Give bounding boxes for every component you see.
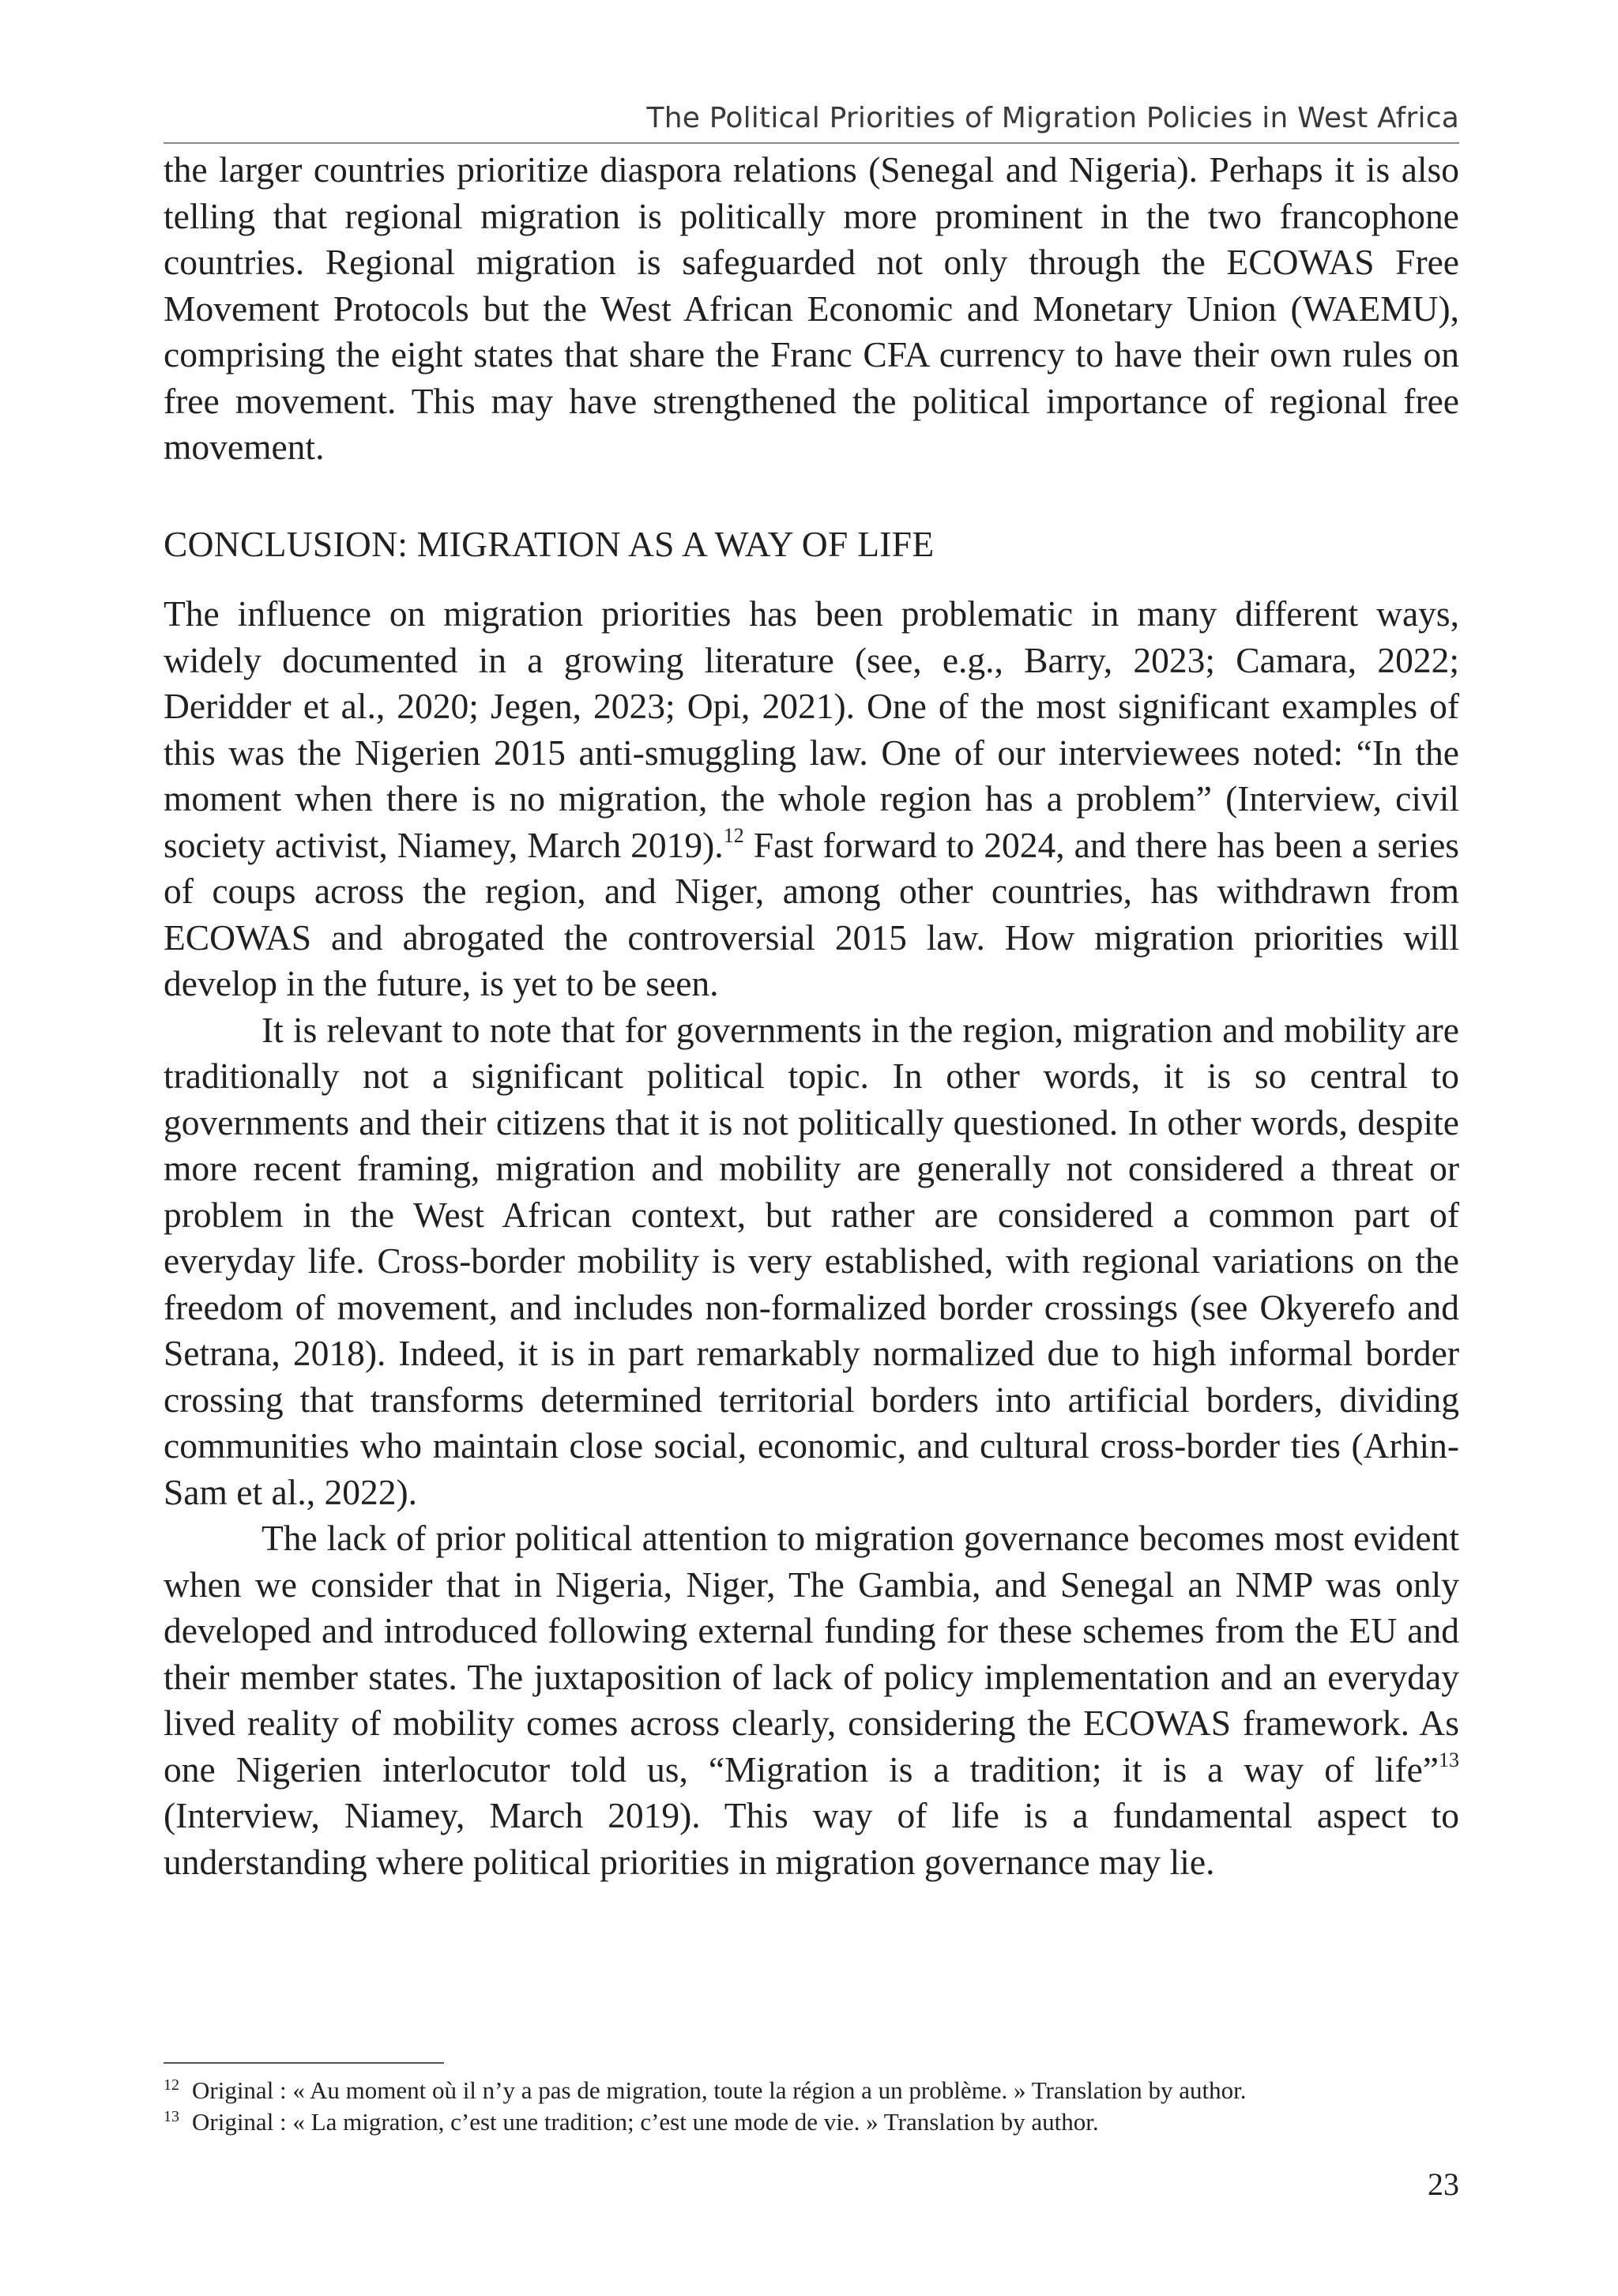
- body-paragraph-3: It is relevant to note that for governments in the region, migration and mobility are traditionally not a significant political topic. In other words, it is so central to governments and their citizens that it is not politically questioned. In other words, despite more recent framing, migration and mobility are generally not considered a threat or problem in the West African context, but rather are considered a common part of everyday life. Cross-border mobility is very established, with regional variations on the freedom of movement, and includes non-formalized border crossings (see Okyerefo and Setrana, 2018). Indeed, it is in part remarkably normalized due to high informal border crossing that transforms determined territorial borders into artificial borders, dividing communities who maintain close social, economic, and cultural cross-border ties (Arhin-Sam et al., 2022).: [164, 1009, 1459, 1512]
- body-paragraph-1: [164, 147, 1459, 471]
- footnote-12: 12 Original : « Au moment où il n’y a pas de migration, toute la région a un problème. » Translation by author.: [164, 2076, 1247, 2104]
- paragraph-text: The lack of prior political attention to migration governance becomes most evident when we consider that in Nigeria, Niger, The Gambia, and Senegal an NMP was only developed and introduced following external funding for these schemes from the EU and their member states. The juxtaposition of lack of policy implementation and an everyday lived reality of mobility comes across clearly, considering the ECOWAS framework. As one Nigerien interlocutor told us, “Migration is a tradition; it is a way of life”: [164, 1518, 1459, 1790]
- footnote-13: 13 Original : « La migration, c’est une tradition; c’est une mode de vie. » Translation by author.: [164, 2107, 1099, 2136]
- page-number: 23: [1428, 2166, 1459, 2202]
- footnotes: [164, 2075, 1459, 2138]
- paragraph-text: (Interview, Niamey, March 2019). This way of life is a fundamental aspect to understanding where political priorities in migration governance may lie.: [164, 1795, 1459, 1882]
- footnote-text: Original : « Au moment où il n’y a pas de migration, toute la région a un problème. » Translation by author.: [192, 2076, 1247, 2104]
- footnote-reference-13[interactable]: 13: [1439, 1748, 1459, 1772]
- body-paragraph-2: [164, 591, 1459, 1007]
- section-body: [164, 591, 1459, 1885]
- footnote-reference-12[interactable]: 12: [723, 824, 744, 848]
- paragraph-text: The influence on migration priorities has been problematic in many different ways, widely documented in a growing literature (see, e.g., Barry, 2023; Camara, 2022; Deridder et al., 2020; Jegen, 2023; Opi, 2021). One of the most significant examples of this was the Nigerien 2015 anti-smuggling law. One of our interviewees noted: “In the moment when there is no migration, the whole region has a problem” (Interview, civil society activist, Niamey, March 2019).: [164, 593, 1459, 865]
- footnote-separator: [164, 2062, 444, 2064]
- paragraph-text: the larger countries prioritize diaspora relations (Senegal and Nigeria). Perhaps it is also telling that regional migration is politically more prominent in the two francophone countries. Regional migration is safeguarded not only through the ECOWAS Free Movement Protocols but the West African Economic and Monetary Union (WAEMU), comprising the eight states that share the Franc CFA currency to have their own rules on free movement. This may have strengthened the political importance of regional free movement.: [164, 149, 1459, 467]
- paragraph-text: Fast forward to 2024, and there has been a series of coups across the region, and Niger, among other countries, has withdrawn from ECOWAS and abrogated the controversial 2015 law. How migration priorities will develop in the future, is yet to be seen.: [164, 824, 1459, 1003]
- header-rule: [164, 142, 1459, 144]
- body-paragraph-4: [164, 1515, 1459, 1885]
- footnote-text: Original : « La migration, c’est une tradition; c’est une mode de vie. » Translation by author.: [192, 2108, 1099, 2136]
- running-head: The Political Priorities of Migration Policies in West Africa: [646, 102, 1459, 134]
- section-heading: CONCLUSION: MIGRATION AS A WAY OF LIFE: [164, 524, 935, 564]
